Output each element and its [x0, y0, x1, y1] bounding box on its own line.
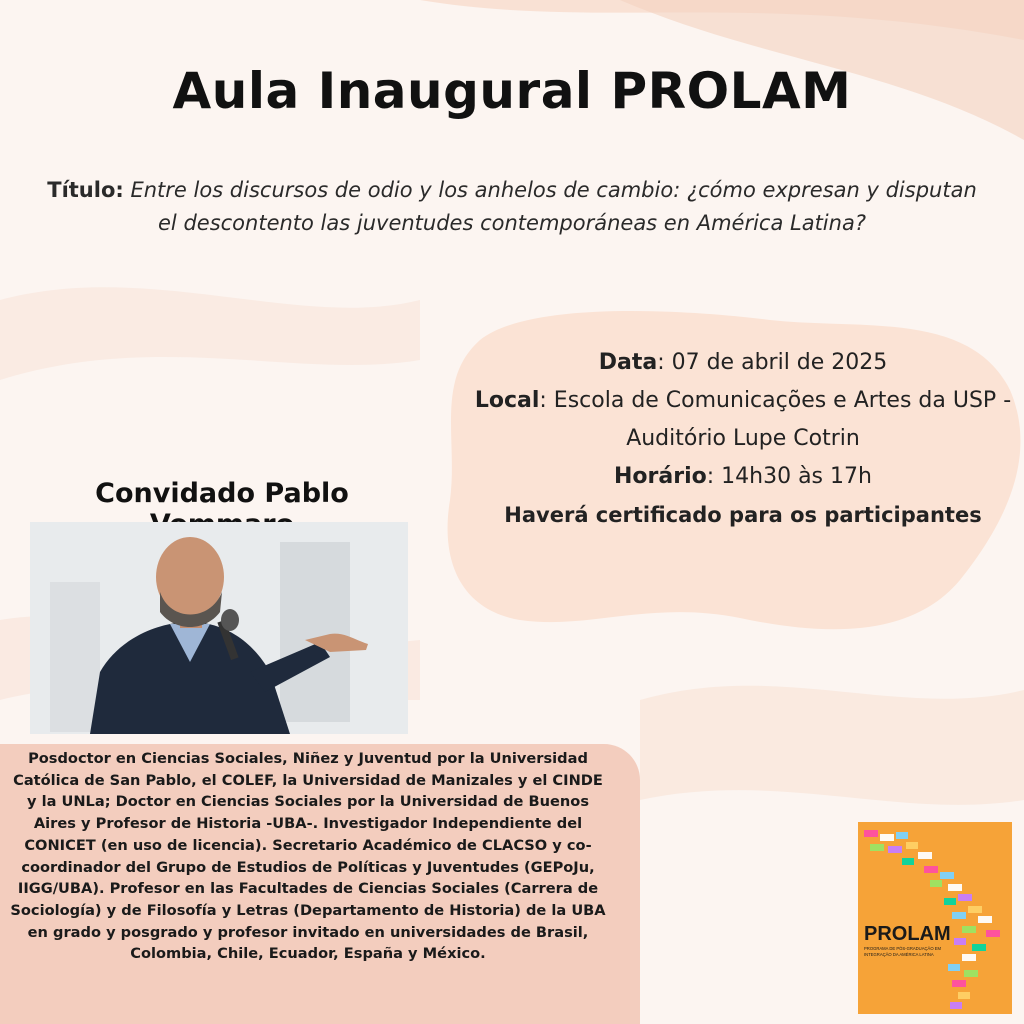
time-value: : 14h30 às 17h [706, 464, 872, 489]
guest-heading: Convidado Pablo [95, 478, 349, 509]
event-place [468, 382, 1018, 458]
event-date [468, 344, 1018, 382]
logo-name: PROLAM [864, 923, 951, 945]
time-label: Horário [614, 464, 707, 489]
place-label: Local [474, 388, 540, 413]
page-title: Aula Inaugural PROLAM [172, 62, 852, 120]
lecture-label: Título: [47, 178, 124, 202]
lecture-text: Entre los discursos de odio y los anhelos de cambio: ¿cómo expresan y disputan el descontento las juventudes contemporáneas en América Latina? [123, 178, 977, 235]
logo-subtitle-1: PROGRAMA DE PÓS-GRADUAÇÃO EM [864, 946, 942, 951]
lecture-title [40, 174, 984, 240]
date-value: : 07 de abril de 2025 [657, 350, 888, 375]
date-label: Data [598, 350, 658, 375]
event-info [468, 344, 1018, 534]
event-time [468, 458, 1018, 496]
prolam-logo [858, 822, 1012, 1014]
guest-bio: Posdoctor en Ciencias Sociales, Niñez y Juventud por la Universidad Católica de San Pablo, el COLEF, la Universidad de Manizales y el CINDE y la UNLa; Doctor en Ciencias Sociales por la Universidad de Buenos Aires y Profesor de Historia -UBA-. Investigador Independiente del CONICET (en uso de licencia). Secretario Académico de CLACSO y co-coordinador del Grupo de Estudios de Políticas y Juventudes (GEPoJu, IIGG/UBA). Profesor en las Facultades de Ciencias Sociales (Carrera de Sociología) y de Filosofía y Letras (Departamento de Historia) de la UBA en grado y posgrado y profesor invitado en universidades de Brasil, Colombia, Chile, Ecuador, España y México. [10, 750, 606, 963]
certificate-note: Haverá certificado para os participantes [504, 503, 982, 527]
guest-photo [30, 522, 408, 734]
logo-subtitle-2: INTEGRAÇÃO DA AMÉRICA LATINA [864, 952, 934, 957]
place-value: : Escola de Comunicações e Artes da USP - Auditório Lupe Cotrin [539, 388, 1012, 451]
